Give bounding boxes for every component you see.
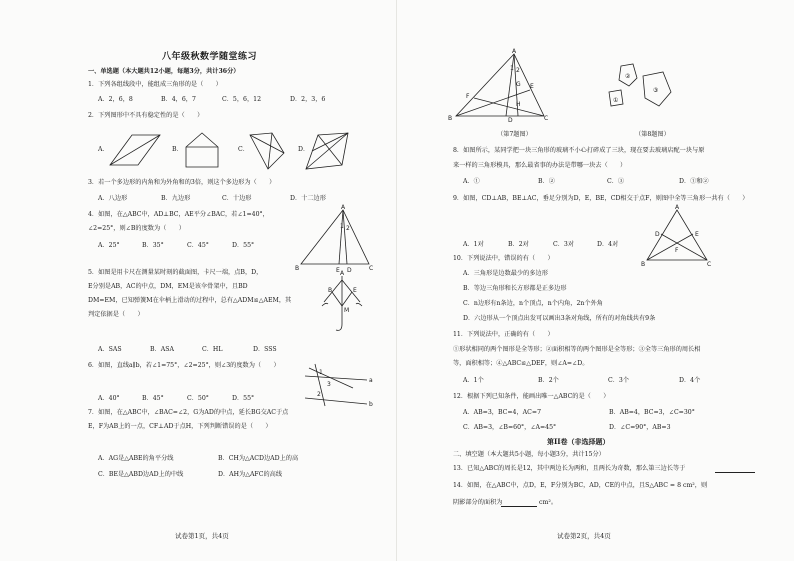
q5-option-a: A．SAS (98, 346, 122, 353)
q6-option-a: A．40° (98, 395, 120, 402)
q11-option-c: C．3个 (608, 377, 630, 384)
q8-option-c: C．③ (607, 178, 625, 185)
q2-label-b: B． (172, 146, 183, 153)
svg-text:M: M (344, 307, 350, 314)
q1-option-a: A．2，6，8 (98, 96, 133, 103)
q7-triangle-figure (448, 48, 572, 130)
q4-option-c: C．45° (187, 242, 209, 249)
page-2-footer: 试卷第2页，共4页 (557, 532, 611, 540)
svg-text:①: ① (613, 97, 619, 104)
svg-text:A: A (341, 204, 346, 211)
svg-text:B: B (641, 261, 646, 268)
q12-option-c: C．AB=3，∠B=60°，∠A=45° (463, 424, 557, 431)
svg-text:D: D (347, 267, 352, 274)
question-5-line-3: DM=EM，已知弹簧M在伞柄上滑动的过程中，总有△ADM≌△AEM，其 (88, 297, 292, 304)
q10-option-d: D．六边形从一个顶点出发可以画出3条对角线，所有的对角线共有9条 (463, 315, 656, 322)
q5-option-b: B．ASA (150, 346, 174, 353)
q4-option-d: D．55° (232, 242, 255, 249)
exam-title: 八年级秋数学随堂练习 (162, 52, 258, 62)
svg-text:a: a (369, 377, 373, 384)
q3-option-c: C．十边形 (222, 195, 252, 202)
svg-text:E: E (695, 231, 699, 238)
question-6: 6．如图，直线a∥b，若∠1=75°，∠2=25°，则∠3的度数为（ ） (88, 362, 280, 369)
q2-figure-b (186, 133, 218, 167)
q2-figure-c (250, 133, 284, 169)
svg-text:A: A (512, 48, 517, 55)
question-7-line-2: E，F为AB上的一点，CF⊥AD于点H，下列判断错误的是（ ） (88, 423, 272, 430)
svg-text:F: F (675, 247, 679, 254)
svg-text:1: 1 (340, 223, 344, 230)
svg-text:3: 3 (327, 381, 331, 388)
q2-label-d: D． (298, 146, 310, 153)
svg-text:D: D (508, 117, 513, 124)
q8-option-b: B．② (538, 178, 555, 185)
q11-option-a: A．1个 (463, 377, 484, 384)
q11-option-b: B．2个 (538, 377, 559, 384)
svg-text:E: E (336, 267, 340, 274)
svg-text:D: D (655, 231, 660, 238)
svg-text:1: 1 (510, 65, 514, 72)
svg-text:②: ② (625, 73, 631, 80)
q5-umbrella-figure (318, 272, 368, 342)
q1-option-c: C．5，6，12 (222, 96, 262, 103)
question-10: 10．下列说法中，错误的有（ ） (453, 255, 554, 262)
section-heading-2: 二、填空题（本大题共5小题，每小题3分，共计15分） (453, 451, 605, 458)
fig-8-caption: （第8题图） (635, 131, 670, 138)
svg-text:③: ③ (653, 87, 659, 94)
question-3: 3．若一个多边形的内角和为外角和的3倍，则这个多边形为（ ） (88, 179, 276, 186)
page-2 (397, 0, 794, 561)
svg-text:C: C (369, 265, 374, 272)
question-5-line-4: 判定依据是（ ） (88, 311, 144, 318)
svg-text:2: 2 (346, 225, 350, 232)
q5-option-d: D．SSS (253, 346, 277, 353)
svg-text:A: A (340, 270, 345, 277)
svg-text:2: 2 (516, 67, 520, 74)
question-4-line-2: ∠2=25°，则∠B的度数为（ ） (88, 225, 185, 232)
q3-option-a: A．八边形 (98, 195, 128, 202)
svg-text:F: F (466, 93, 470, 100)
question-11: 11．下列说法中，正确的有（ ） (453, 331, 554, 338)
q9-option-b: B．2对 (508, 241, 529, 248)
question-11-statement-2: 等，面积相等；④△ABC≌△DEF，则∠A=∠D。 (453, 360, 589, 367)
svg-text:E: E (353, 287, 357, 294)
svg-text:C: C (544, 115, 549, 122)
q7-option-d: D．AH为△AFC的高线 (218, 471, 283, 478)
part-2-heading: 第II卷（非选择题） (547, 437, 610, 446)
svg-text:B: B (328, 287, 333, 294)
question-8-line-1: 8．如图所示，某同学把一块三角形的玻璃不小心打碎成了三块，现在要去玻璃店配一块与原 (453, 147, 705, 154)
question-13: 13．已知△ABC的周长是12，其中两边长为两和，且两长为奇数，那么第三边长等于 (453, 465, 686, 472)
q9-triangle-figure (643, 206, 713, 266)
q9-option-c: C．3对 (553, 241, 575, 248)
q11-option-d: D．4个 (679, 377, 701, 384)
q2-label-c: C． (238, 146, 249, 153)
fig-7-caption: （第7题图） (497, 131, 532, 138)
question-14-line-1: 14．如图，在△ABC中，点D，E，F分别为BC，AD，CE的中点，且S△ABC = 8 cm²，则 (453, 482, 708, 489)
q6-parallel-lines-figure (305, 358, 375, 408)
q4-triangle-figure (295, 206, 375, 276)
q8-option-a: A．① (463, 178, 480, 185)
question-9: 9．如图，CD⊥AB，BE⊥AC，垂足分别为D，E，BE，CD相交于点F，则图中全等三角形一共有（ ） (453, 195, 749, 202)
q3-option-b: B．九边形 (161, 195, 191, 202)
svg-text:E: E (530, 83, 534, 90)
q14-unit: cm²。 (539, 499, 558, 506)
question-5-line-2: E分别是AB，AC的中点，DM，EM是该伞骨架中，且BD (88, 283, 248, 290)
q1-option-b: B．4，6，7 (161, 96, 196, 103)
q5-option-c: C．HL (202, 346, 223, 353)
question-2: 2．下列图形中不具有稳定性的是（ ） (88, 112, 204, 119)
q2-label-a: A． (98, 146, 109, 153)
q8-glass-pieces-figure (607, 62, 677, 112)
question-4-line-1: 4．如图，在△ABC中，AD⊥BC，AE平分∠BAC，若∠1=40°， (88, 211, 269, 218)
question-7-line-1: 7．如图，在△ABC中，∠BAC=∠2，G为AD的中点，延长BG交AC于点 (88, 409, 289, 416)
q9-option-d: D．4对 (597, 241, 619, 248)
q7-option-b: B．CH为△ACD边AD上的高 (218, 455, 299, 462)
svg-text:b: b (369, 401, 373, 408)
question-11-statement-1: ①形状相同的两个图形是全等形；②面积相等的两个图形是全等形；③全等三角形的周长相 (453, 346, 701, 353)
q10-option-a: A．三角形是边数最少的多边形 (463, 270, 548, 277)
q2-figure-d (306, 133, 348, 169)
svg-text:G: G (516, 81, 521, 88)
svg-text:1: 1 (319, 369, 323, 376)
page-1-footer: 试卷第1页，共4页 (175, 532, 229, 540)
q6-option-c: C．50° (187, 395, 209, 402)
svg-text:C: C (707, 261, 712, 268)
q7-option-c: C．BE是△ABD边AD上的中线 (98, 471, 184, 478)
q2-figures (0, 125, 397, 185)
q2-figure-a (110, 135, 160, 165)
q1-option-d: D．2，3，6 (290, 96, 326, 103)
svg-text:2: 2 (317, 391, 321, 398)
q8-option-d: D．①和② (679, 178, 709, 185)
q6-option-b: B．45° (142, 395, 164, 402)
q14-answer-blank (501, 506, 537, 507)
svg-text:A: A (675, 204, 680, 211)
svg-text:B: B (295, 265, 300, 272)
question-1: 1．下列各组线段中，能组成三角形的是（ ） (88, 81, 222, 88)
q9-option-a: A．1对 (463, 241, 484, 248)
q12-option-d: D．∠C=90°，AB=3 (609, 424, 671, 431)
svg-text:H: H (516, 101, 521, 108)
section-heading-1: 一、单选题（本大题共12小题，每题3分，共计36分） (88, 68, 240, 75)
q3-option-d: D．十二边形 (290, 195, 326, 202)
question-8-line-2: 来一样的三角形模具，那么最省事的办法是带哪一块去（ ） (453, 162, 627, 169)
q13-answer-blank (715, 472, 755, 473)
q10-option-b: B．等边三角形和长方形都是正多边形 (463, 285, 567, 292)
q7-option-a: A．AG是△ABE的角平分线 (98, 455, 174, 462)
question-12: 12．根据下列已知条件，能画出唯一△ABC的是（ ） (453, 393, 610, 400)
q4-option-b: B．35° (142, 242, 164, 249)
svg-text:B: B (448, 115, 453, 122)
q4-option-a: A．25° (98, 242, 120, 249)
q12-option-b: B．AB=4，BC=3，∠C=30° (609, 409, 695, 416)
q10-option-c: C．n边形有n条边，n个顶点，n个内角，2n个外角 (463, 300, 603, 307)
question-14-line-2: 阴影部分的面积为 (453, 499, 503, 506)
question-5-line-1: 5．如图是用卡尺在测量某时刻的截面图，卡尺一端，点B，D， (88, 269, 263, 276)
q6-option-d: D．55° (232, 395, 255, 402)
q12-option-a: A．AB=3，BC=4，AC=7 (463, 409, 542, 416)
